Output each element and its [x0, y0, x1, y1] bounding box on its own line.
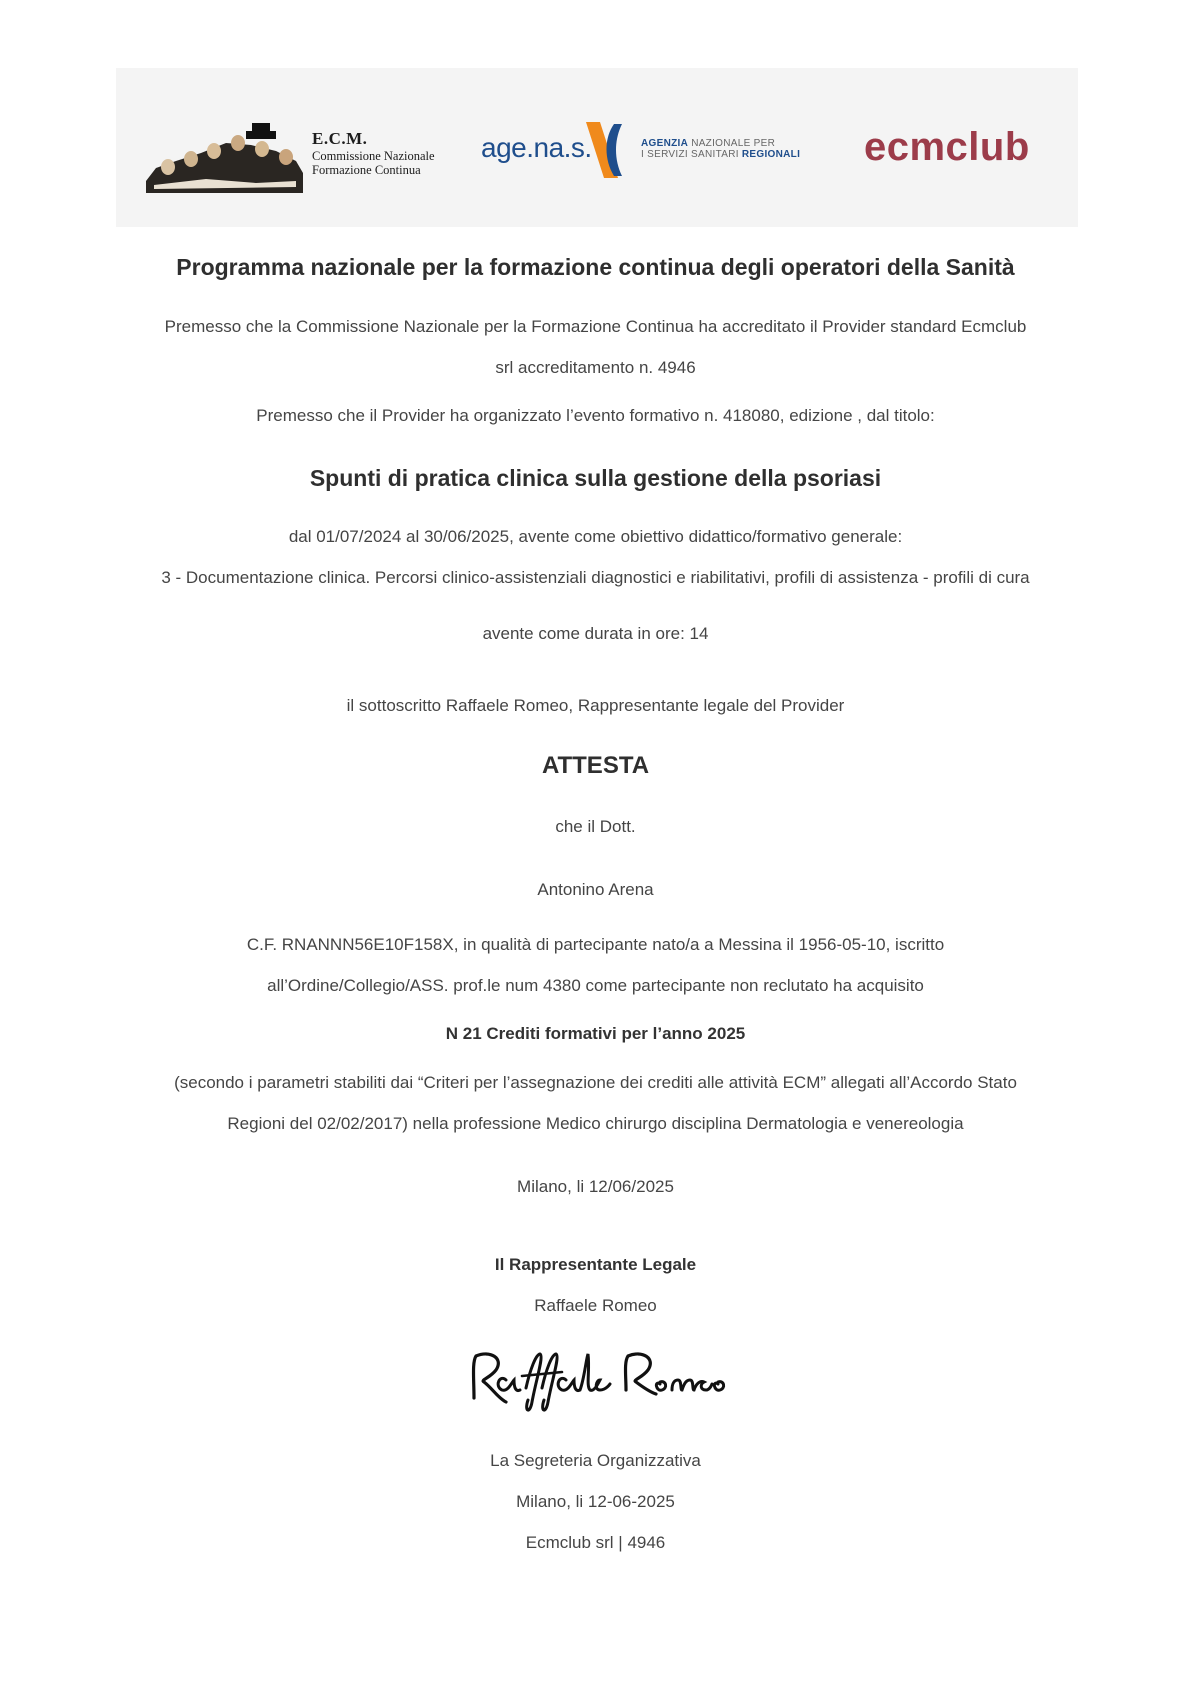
- agenas-line2-bold: REGIONALI: [741, 149, 801, 160]
- secretary-date: Milano, li 12-06-2025: [516, 1492, 675, 1511]
- ecm-subtitle-2: Formazione Continua: [312, 163, 421, 177]
- che-il-dott: che il Dott.: [555, 817, 636, 836]
- ecmclub-logo: ecmclub: [864, 125, 1030, 169]
- premise-1-line-a: Premesso che la Commissione Nazionale per la Formazione Continua ha accreditato il Provider standard Ecmclub: [164, 317, 1027, 336]
- event-period: dal 01/07/2024 al 30/06/2025, avente come obiettivo didattico/formativo generale:: [288, 527, 903, 546]
- place-and-date: Milano, li 12/06/2025: [517, 1177, 674, 1196]
- ecm-title: E.C.M.: [312, 129, 368, 148]
- participant-ordine-line: all’Ordine/Collegio/ASS. prof.le num 4380 come partecipante non reclutato ha acquisito: [267, 976, 924, 995]
- agenas-line2: I SERVIZI SANITARI: [641, 149, 742, 160]
- legal-representative-name: Raffaele Romeo: [534, 1296, 657, 1315]
- agenas-agency-rest: NAZIONALE PER: [688, 138, 776, 149]
- event-title: Spunti di pratica clinica sulla gestione della psoriasi: [309, 465, 882, 491]
- credits-statement: N 21 Crediti formativi per l’anno 2025: [445, 1024, 746, 1043]
- agenas-wordmark: age.na.s.: [481, 132, 592, 163]
- participant-name: Antonino Arena: [537, 880, 654, 899]
- ecm-painting-image: [146, 123, 303, 193]
- premise-1-line-b: srl accreditamento n. 4946: [495, 358, 696, 377]
- undersigned-statement: il sottoscritto Raffaele Romeo, Rappresentante legale del Provider: [346, 696, 845, 715]
- ecm-subtitle-1: Commissione Nazionale: [312, 149, 435, 163]
- parameters-line-a: (secondo i parametri stabiliti dai “Criteri per l’assegnazione dei crediti alle attività ECM” allegati all’Accordo Stato: [174, 1073, 1017, 1092]
- event-duration: avente come durata in ore: 14: [482, 624, 709, 643]
- legal-representative-title: Il Rappresentante Legale: [494, 1255, 697, 1274]
- ecm-logo-text: [312, 129, 435, 177]
- agenas-agency-text: [641, 138, 800, 160]
- agenas-x-icon: [584, 120, 640, 180]
- agenas-agency-bold: AGENZIA: [641, 138, 689, 149]
- handwritten-signature: [460, 1340, 740, 1420]
- secretary-company: Ecmclub srl | 4946: [525, 1533, 666, 1552]
- ecm-logo: [146, 123, 446, 193]
- agenas-logo: [481, 120, 811, 180]
- logo-header-band: [116, 68, 1078, 227]
- secretary-title: La Segreteria Organizzativa: [490, 1451, 701, 1470]
- participant-cf-line: C.F. RNANNN56E10F158X, in qualità di partecipante nato/a a Messina il 1956-05-10, iscritto: [246, 935, 945, 954]
- document-title: Programma nazionale per la formazione continua degli operatori della Sanità: [176, 254, 1015, 280]
- premise-2: Premesso che il Provider ha organizzato l’evento formativo n. 418080, edizione , dal titolo:: [256, 406, 935, 425]
- event-objective: 3 - Documentazione clinica. Percorsi clinico-assistenziali diagnostici e riabilitativi, profili di assistenza - profili di cura: [161, 568, 1030, 587]
- attesta-heading: ATTESTA: [541, 752, 650, 779]
- parameters-line-b: Regioni del 02/02/2017) nella professione Medico chirurgo disciplina Dermatologia e venereologia: [227, 1114, 964, 1133]
